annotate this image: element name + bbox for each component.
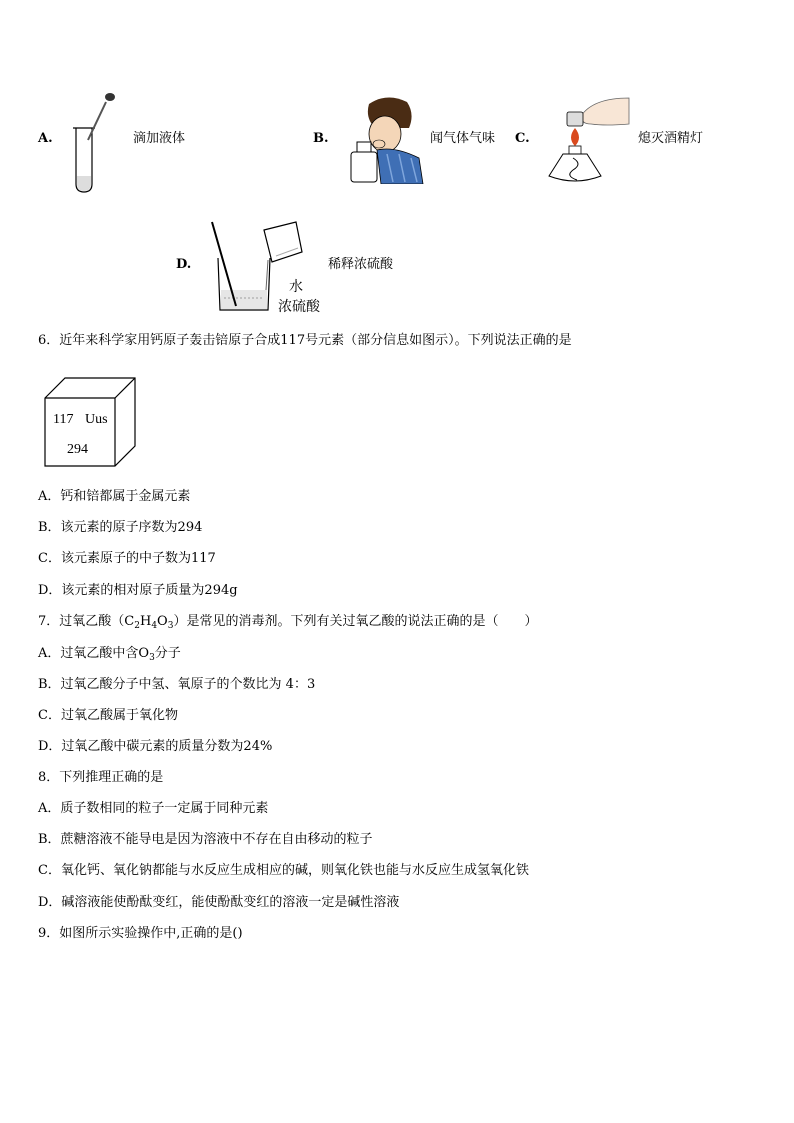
q7-formula: $C_2H_4O_3$ xyxy=(124,614,174,631)
concentrated-acid-label: 浓硫酸 xyxy=(278,299,320,315)
option-c-caption: 熄灭酒精灯 xyxy=(638,131,704,146)
q7-option-a: A．过氧乙酸中含$O_3$分子 xyxy=(38,646,181,663)
q8-option-b: B．蔗糖溶液不能导电是因为溶液中不存在自由移动的粒子 xyxy=(38,832,373,847)
q8-stem: 8．下列推理正确的是 xyxy=(38,770,164,785)
q8-option-d: D．碱溶液能使酚酞变红，能使酚酞变红的溶液一定是碱性溶液 xyxy=(38,895,400,910)
q8-option-c: C．氧化钙、氧化钠都能与水反应生成相应的碱，则氧化铁也能与水反应生成氢氧化铁 xyxy=(38,863,529,878)
q6-stem: 6．近年来科学家用钙原子轰击锫原子合成117号元素（部分信息如图示）。下列说法正确的是 xyxy=(38,333,572,348)
option-a-caption: 滴加液体 xyxy=(133,131,186,146)
q9-stem: 9．如图所示实验操作中,正确的是() xyxy=(38,926,243,941)
q7-option-c: C．过氧乙酸属于氧化物 xyxy=(38,708,178,723)
q6-option-a: A．钙和锫都属于金属元素 xyxy=(38,489,191,504)
q7-stem-suffix: ）是常见的消毒剂。下列有关过氧乙酸的说法正确的是（ ） xyxy=(173,614,538,629)
option-d-caption: 稀释浓硫酸 xyxy=(328,257,394,272)
q6-option-c: C．该元素原子的中子数为117 xyxy=(38,551,216,566)
q7-stem-prefix: 7．过氧乙酸（ xyxy=(38,614,125,629)
element-atomic-number: 117 xyxy=(53,412,74,427)
dropper-test-tube-figure xyxy=(68,92,124,194)
option-c-label: C. xyxy=(515,131,530,146)
element-symbol: Uus xyxy=(85,412,108,427)
q8-option-a: A．质子数相同的粒子一定属于同种元素 xyxy=(38,801,269,816)
option-b-label: B. xyxy=(313,131,329,146)
q7-stem xyxy=(38,614,537,634)
option-d-label: D. xyxy=(176,257,192,272)
q7-option-d: D．过氧乙酸中碳元素的质量分数为24% xyxy=(38,739,273,754)
q6-option-b: B．该元素的原子序数为294 xyxy=(38,520,203,535)
option-a-label: A. xyxy=(38,131,53,146)
extinguish-alcohol-lamp-figure xyxy=(543,94,633,192)
element-mass: 294 xyxy=(67,442,88,457)
q6-option-d: D．该元素的相对原子质量为294g xyxy=(38,583,238,598)
option-b-caption: 闻气体气味 xyxy=(430,131,496,146)
q7-option-b: B．过氧乙酸分子中氢、氧原子的个数比为 4：3 xyxy=(38,677,316,692)
smelling-gas-figure xyxy=(347,92,425,184)
water-label: 水 xyxy=(289,279,303,295)
